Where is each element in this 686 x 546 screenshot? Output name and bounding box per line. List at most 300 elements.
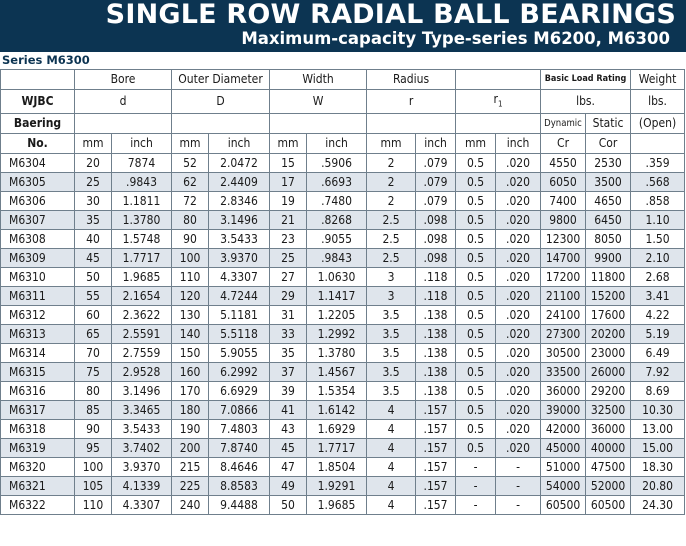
cell-weight: .568 [631,173,685,192]
cell-radius-inch: .079 [416,192,456,211]
table-row [1,477,685,496]
cell-bore-inch: 3.5433 [112,420,172,439]
cell-static-cor: 15200 [586,287,631,306]
cell-width-mm: 50 [270,496,307,515]
table-row [1,306,685,325]
header-bearing: Baering [1,114,75,134]
cell-static-cor: 8050 [586,230,631,249]
cell-weight: 15.00 [631,439,685,458]
cell-radius-inch: .138 [416,344,456,363]
cell-weight: 2.10 [631,249,685,268]
cell-radius-mm: 2 [367,192,416,211]
cell-model: M6320 [1,458,75,477]
cell-radius-inch: .157 [416,439,456,458]
header-blank-radius1 [456,114,541,134]
cell-radius1-mm: 0.5 [456,154,496,173]
cell-bore-mm: 55 [75,287,112,306]
cell-radius-inch: .138 [416,382,456,401]
symbol-outer-diameter: D [172,90,270,114]
cell-model: M6317 [1,401,75,420]
page-title: SINGLE ROW RADIAL BALL BEARINGS [105,0,676,30]
cell-radius-mm: 3.5 [367,363,416,382]
cell-model: M6304 [1,154,75,173]
cell-weight: 1.50 [631,230,685,249]
table-row [1,192,685,211]
cell-radius-mm: 2 [367,173,416,192]
cell-bore-inch: 3.1496 [112,382,172,401]
cell-od-mm: 90 [172,230,209,249]
cell-weight: 18.30 [631,458,685,477]
cell-weight: 24.30 [631,496,685,515]
cell-radius-inch: .138 [416,325,456,344]
cell-width-mm: 31 [270,306,307,325]
cell-bore-inch: 2.7559 [112,344,172,363]
table-row [1,230,685,249]
cell-radius-inch: .157 [416,420,456,439]
symbol-bore: d [75,90,172,114]
header-row-units [1,134,685,154]
cell-radius-inch: .079 [416,154,456,173]
cell-bore-inch: .9843 [112,173,172,192]
unit-header: inch [416,134,456,154]
cell-radius-mm: 2 [367,154,416,173]
cell-radius1-mm: 0.5 [456,382,496,401]
cell-od-inch: 8.8583 [209,477,270,496]
cell-weight: .359 [631,154,685,173]
cell-od-mm: 110 [172,268,209,287]
cell-model: M6313 [1,325,75,344]
cell-model: M6312 [1,306,75,325]
cell-radius1-inch: .020 [496,268,541,287]
cell-od-mm: 240 [172,496,209,515]
cell-width-mm: 45 [270,439,307,458]
cell-model: M6314 [1,344,75,363]
cell-width-mm: 35 [270,344,307,363]
cell-od-mm: 52 [172,154,209,173]
table-row [1,439,685,458]
cell-od-mm: 100 [172,249,209,268]
cell-width-inch: 1.3780 [307,344,367,363]
cell-bore-inch: 2.9528 [112,363,172,382]
cell-radius1-inch: .020 [496,173,541,192]
cell-radius1-inch: .020 [496,439,541,458]
cell-width-inch: 1.2205 [307,306,367,325]
cell-width-inch: .7480 [307,192,367,211]
cell-dynamic-cr: 39000 [541,401,586,420]
cell-bore-mm: 90 [75,420,112,439]
table-row [1,173,685,192]
cell-od-inch: 9.4488 [209,496,270,515]
header-blank [1,70,75,90]
unit-header: mm [75,134,112,154]
symbol-radius1-sub: 1 [497,99,503,109]
symbol-weight-unit: lbs. [631,90,685,114]
cell-od-inch: 7.0866 [209,401,270,420]
cell-od-mm: 80 [172,211,209,230]
cell-od-inch: 5.9055 [209,344,270,363]
cell-bore-mm: 110 [75,496,112,515]
header-radius1-blank [456,70,541,90]
cell-od-mm: 62 [172,173,209,192]
cell-width-mm: 17 [270,173,307,192]
cell-width-inch: 1.9685 [307,496,367,515]
cell-model: M6307 [1,211,75,230]
header-width: Width [270,70,367,90]
cell-dynamic-cr: 27300 [541,325,586,344]
cell-radius1-mm: 0.5 [456,420,496,439]
cell-dynamic-cr: 9800 [541,211,586,230]
cell-bore-mm: 95 [75,439,112,458]
cell-od-mm: 190 [172,420,209,439]
unit-header: inch [307,134,367,154]
cell-static-cor: 4650 [586,192,631,211]
cell-width-mm: 47 [270,458,307,477]
unit-header: Cor [586,134,631,154]
cell-radius-inch: .138 [416,363,456,382]
cell-radius-inch: .157 [416,477,456,496]
table-row [1,287,685,306]
cell-radius-inch: .098 [416,249,456,268]
cell-dynamic-cr: 36000 [541,382,586,401]
cell-radius-inch: .079 [416,173,456,192]
cell-radius1-mm: 0.5 [456,363,496,382]
cell-od-inch: 4.7244 [209,287,270,306]
header-number: No. [1,134,75,154]
cell-od-mm: 180 [172,401,209,420]
cell-radius-mm: 2.5 [367,211,416,230]
cell-bore-mm: 105 [75,477,112,496]
unit-header: mm [456,134,496,154]
series-label: Series M6300 [2,53,90,67]
header-dynamic: Dynamic [541,114,586,134]
symbol-radius: r [367,90,456,114]
table-row [1,496,685,515]
cell-width-inch: .5906 [307,154,367,173]
cell-bore-mm: 40 [75,230,112,249]
cell-weight: 5.19 [631,325,685,344]
cell-dynamic-cr: 45000 [541,439,586,458]
cell-bore-mm: 60 [75,306,112,325]
cell-od-inch: 5.5118 [209,325,270,344]
cell-dynamic-cr: 33500 [541,363,586,382]
header-row-load-type [1,114,685,134]
cell-static-cor: 20200 [586,325,631,344]
cell-od-inch: 4.3307 [209,268,270,287]
unit-header: mm [367,134,416,154]
cell-dynamic-cr: 17200 [541,268,586,287]
cell-bore-inch: 2.1654 [112,287,172,306]
cell-radius1-mm: - [456,458,496,477]
cell-bore-mm: 30 [75,192,112,211]
title-banner [0,0,686,52]
cell-od-mm: 200 [172,439,209,458]
cell-radius-mm: 3.5 [367,325,416,344]
cell-radius1-mm: - [456,477,496,496]
symbol-radius1-letter: r [493,92,498,106]
cell-radius-mm: 2.5 [367,230,416,249]
cell-od-mm: 130 [172,306,209,325]
cell-bore-mm: 75 [75,363,112,382]
cell-radius1-inch: .020 [496,420,541,439]
cell-static-cor: 2530 [586,154,631,173]
cell-od-inch: 7.4803 [209,420,270,439]
cell-bore-inch: 7874 [112,154,172,173]
unit-header: inch [209,134,270,154]
cell-width-inch: 1.4567 [307,363,367,382]
cell-width-mm: 21 [270,211,307,230]
cell-radius-inch: .138 [416,306,456,325]
cell-od-inch: 5.1181 [209,306,270,325]
cell-dynamic-cr: 30500 [541,344,586,363]
header-load-rating: Basic Load Rating [541,70,631,90]
cell-bore-inch: 4.3307 [112,496,172,515]
header-weight: Weight [631,70,685,90]
cell-bore-inch: 2.5591 [112,325,172,344]
cell-model: M6308 [1,230,75,249]
cell-static-cor: 60500 [586,496,631,515]
cell-radius-mm: 3.5 [367,382,416,401]
cell-radius-inch: .157 [416,458,456,477]
cell-static-cor: 11800 [586,268,631,287]
cell-dynamic-cr: 12300 [541,230,586,249]
cell-radius-mm: 4 [367,401,416,420]
cell-dynamic-cr: 42000 [541,420,586,439]
cell-od-inch: 2.4409 [209,173,270,192]
cell-od-mm: 225 [172,477,209,496]
cell-bore-mm: 20 [75,154,112,173]
cell-od-inch: 3.9370 [209,249,270,268]
cell-weight: .858 [631,192,685,211]
table-row [1,458,685,477]
bearing-spec-table [0,69,685,515]
cell-radius-mm: 3.5 [367,306,416,325]
cell-static-cor: 9900 [586,249,631,268]
header-blank-width [270,114,367,134]
unit-header: mm [270,134,307,154]
cell-radius1-inch: .020 [496,382,541,401]
cell-model: M6306 [1,192,75,211]
cell-radius1-mm: 0.5 [456,192,496,211]
table-row [1,344,685,363]
cell-bore-inch: 3.3465 [112,401,172,420]
cell-dynamic-cr: 4550 [541,154,586,173]
cell-static-cor: 32500 [586,401,631,420]
cell-model: M6318 [1,420,75,439]
table-row [1,154,685,173]
cell-width-inch: 1.7717 [307,439,367,458]
cell-width-mm: 41 [270,401,307,420]
cell-bore-inch: 1.1811 [112,192,172,211]
cell-static-cor: 40000 [586,439,631,458]
cell-model: M6322 [1,496,75,515]
symbol-width: W [270,90,367,114]
cell-width-inch: 1.2992 [307,325,367,344]
cell-width-inch: 1.9291 [307,477,367,496]
cell-bore-inch: 1.5748 [112,230,172,249]
cell-bore-inch: 3.9370 [112,458,172,477]
cell-static-cor: 36000 [586,420,631,439]
cell-width-inch: 1.1417 [307,287,367,306]
cell-bore-mm: 35 [75,211,112,230]
cell-width-mm: 43 [270,420,307,439]
cell-radius-inch: .098 [416,211,456,230]
header-blank-od [172,114,270,134]
cell-radius1-inch: - [496,496,541,515]
cell-model: M6311 [1,287,75,306]
cell-width-inch: 1.5354 [307,382,367,401]
header-blank-bore [75,114,172,134]
cell-model: M6321 [1,477,75,496]
cell-radius1-mm: 0.5 [456,344,496,363]
cell-static-cor: 29200 [586,382,631,401]
header-radius: Radius [367,70,456,90]
cell-width-inch: .6693 [307,173,367,192]
cell-radius1-mm: - [456,496,496,515]
cell-radius-mm: 4 [367,439,416,458]
cell-bore-inch: 1.9685 [112,268,172,287]
cell-bore-inch: 3.7402 [112,439,172,458]
cell-radius1-inch: .020 [496,230,541,249]
cell-bore-mm: 100 [75,458,112,477]
cell-weight: 7.92 [631,363,685,382]
cell-radius1-inch: .020 [496,344,541,363]
cell-radius1-inch: .020 [496,192,541,211]
cell-model: M6316 [1,382,75,401]
cell-static-cor: 23000 [586,344,631,363]
header-row-groups [1,70,685,90]
cell-od-mm: 160 [172,363,209,382]
cell-bore-mm: 85 [75,401,112,420]
cell-weight: 8.69 [631,382,685,401]
cell-width-inch: .9843 [307,249,367,268]
table-row [1,401,685,420]
cell-radius1-mm: 0.5 [456,439,496,458]
cell-width-mm: 29 [270,287,307,306]
cell-weight: 6.49 [631,344,685,363]
cell-od-mm: 170 [172,382,209,401]
cell-bore-inch: 4.1339 [112,477,172,496]
cell-radius-mm: 3 [367,287,416,306]
cell-static-cor: 47500 [586,458,631,477]
spec-table-body [1,154,685,515]
table-row [1,249,685,268]
header-outer-diameter: Outer Diameter [172,70,270,90]
cell-radius1-inch: .020 [496,211,541,230]
cell-width-inch: 1.8504 [307,458,367,477]
cell-width-mm: 15 [270,154,307,173]
unit-header: Cr [541,134,586,154]
cell-od-inch: 2.8346 [209,192,270,211]
cell-width-inch: 1.0630 [307,268,367,287]
cell-radius1-inch: .020 [496,401,541,420]
cell-radius1-inch: .020 [496,154,541,173]
unit-header: inch [112,134,172,154]
header-weight-open: (Open) [631,114,685,134]
cell-width-mm: 19 [270,192,307,211]
cell-width-mm: 25 [270,249,307,268]
cell-radius1-inch: .020 [496,363,541,382]
cell-dynamic-cr: 21100 [541,287,586,306]
cell-od-inch: 2.0472 [209,154,270,173]
cell-radius-mm: 4 [367,496,416,515]
cell-weight: 2.68 [631,268,685,287]
cell-od-mm: 140 [172,325,209,344]
table-row [1,382,685,401]
cell-static-cor: 26000 [586,363,631,382]
cell-od-mm: 72 [172,192,209,211]
symbol-radius1 [456,90,541,114]
cell-dynamic-cr: 14700 [541,249,586,268]
cell-weight: 1.10 [631,211,685,230]
cell-radius-mm: 4 [367,420,416,439]
cell-width-mm: 49 [270,477,307,496]
header-blank-weight [631,134,685,154]
cell-radius-mm: 4 [367,458,416,477]
cell-radius1-mm: 0.5 [456,211,496,230]
cell-radius-mm: 3.5 [367,344,416,363]
cell-bore-mm: 45 [75,249,112,268]
header-row-symbols [1,90,685,114]
page-subtitle: Maximum-capacity Type-series M6200, M6300 [241,29,670,48]
cell-radius1-mm: 0.5 [456,401,496,420]
cell-radius1-inch: .020 [496,287,541,306]
cell-od-inch: 8.4646 [209,458,270,477]
cell-radius-mm: 3 [367,268,416,287]
cell-width-inch: .9055 [307,230,367,249]
cell-radius1-mm: 0.5 [456,306,496,325]
cell-width-mm: 33 [270,325,307,344]
cell-radius-inch: .118 [416,287,456,306]
cell-radius-inch: .157 [416,496,456,515]
cell-static-cor: 17600 [586,306,631,325]
cell-bore-mm: 70 [75,344,112,363]
unit-header: mm [172,134,209,154]
cell-weight: 20.80 [631,477,685,496]
cell-radius1-inch: - [496,458,541,477]
cell-model: M6315 [1,363,75,382]
cell-radius1-mm: 0.5 [456,325,496,344]
cell-radius-mm: 4 [367,477,416,496]
header-static: Static [586,114,631,134]
cell-radius1-inch: - [496,477,541,496]
cell-bore-inch: 2.3622 [112,306,172,325]
cell-weight: 13.00 [631,420,685,439]
cell-width-mm: 23 [270,230,307,249]
cell-bore-inch: 1.3780 [112,211,172,230]
cell-weight: 10.30 [631,401,685,420]
cell-od-inch: 3.1496 [209,211,270,230]
cell-radius1-mm: 0.5 [456,268,496,287]
cell-od-mm: 150 [172,344,209,363]
cell-radius1-mm: 0.5 [456,287,496,306]
header-brand: WJBC [1,90,75,114]
cell-bore-mm: 25 [75,173,112,192]
cell-bore-inch: 1.7717 [112,249,172,268]
symbol-load-unit: lbs. [541,90,631,114]
cell-width-inch: 1.6142 [307,401,367,420]
header-blank-radius [367,114,456,134]
cell-width-inch: .8268 [307,211,367,230]
cell-dynamic-cr: 51000 [541,458,586,477]
cell-model: M6310 [1,268,75,287]
cell-radius1-mm: 0.5 [456,173,496,192]
cell-od-mm: 120 [172,287,209,306]
cell-static-cor: 6450 [586,211,631,230]
cell-weight: 4.22 [631,306,685,325]
cell-radius-inch: .098 [416,230,456,249]
cell-static-cor: 52000 [586,477,631,496]
cell-od-inch: 3.5433 [209,230,270,249]
